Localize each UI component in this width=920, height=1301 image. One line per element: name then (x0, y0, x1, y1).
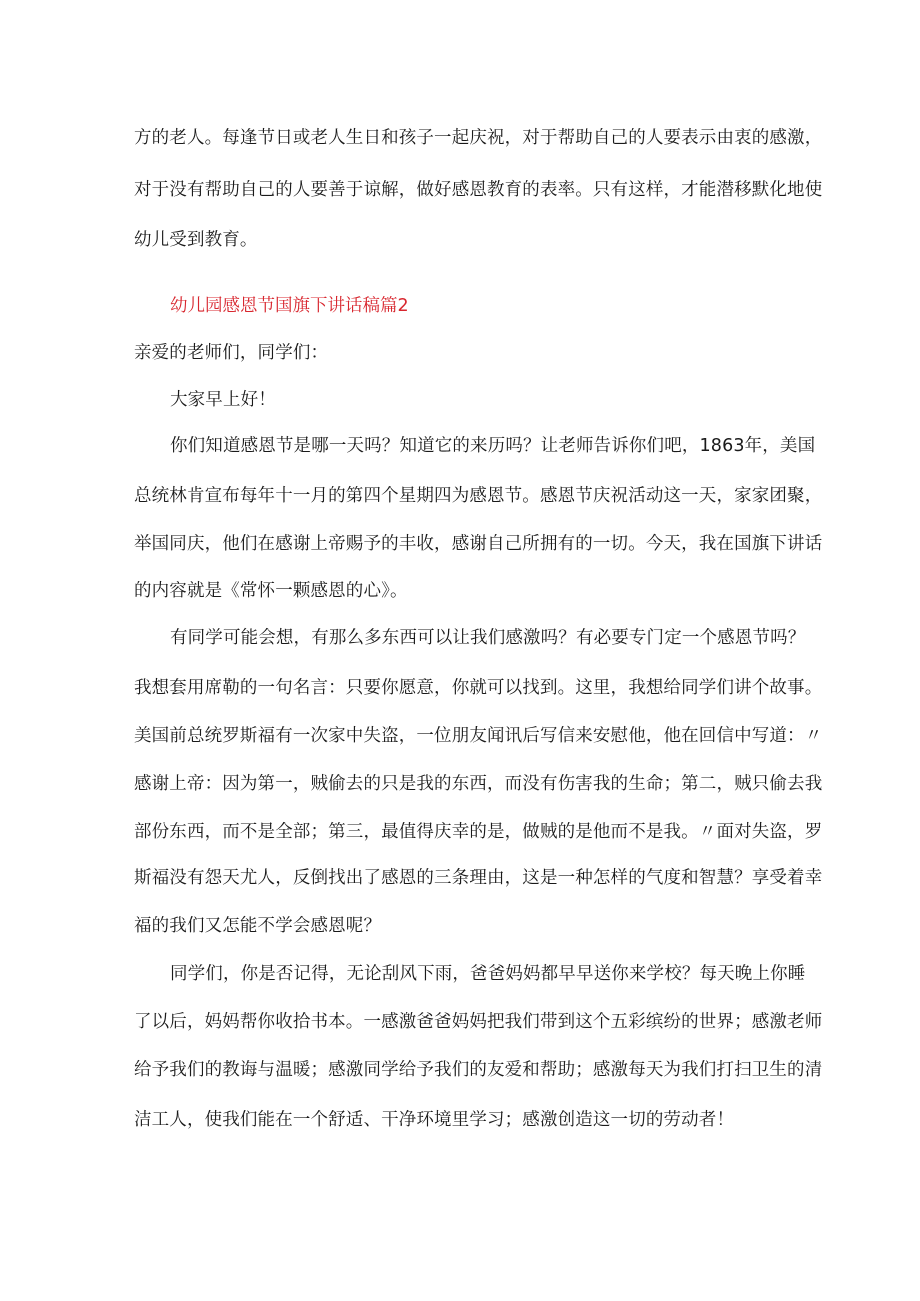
paragraph-2-line-3: 举国同庆，他们在感谢上帝赐予的丰收，感谢自己所拥有的一切。今天，我在国旗下讲话 (134, 534, 823, 554)
paragraph-3-line-5: 部份东西，而不是全部；第三，最值得庆幸的是，做贼的是他而不是我。〃面对失盗，罗 (134, 822, 823, 842)
paragraph-4-line-2: 了以后，妈妈帮你收拾书本。一感激爸爸妈妈把我们带到这个五彩缤纷的世界；感激老师 (134, 1012, 823, 1032)
paragraph-3-line-6: 斯福没有怨天尤人，反倒找出了感恩的三条理由，这是一种怎样的气度和智慧？享受着幸 (134, 868, 823, 888)
paragraph-2-line-1: 你们知道感恩节是哪一天吗？知道它的来历吗？让老师告诉你们吧，1863年，美国 (170, 436, 816, 456)
section-heading: 幼儿园感恩节国旗下讲话稿篇2 (170, 296, 409, 316)
paragraph-3-line-1: 有同学可能会想，有那么多东西可以让我们感激吗？有必要专门定一个感恩节吗？ (170, 628, 806, 648)
paragraph-4-line-4: 洁工人，使我们能在一个舒适、干净环境里学习；感激创造这一切的劳动者！ (134, 1110, 735, 1130)
paragraph-4-line-3: 给予我们的教诲与温暖；感激同学给予我们的友爱和帮助；感激每天为我们打扫卫生的清 (134, 1060, 823, 1080)
salutation: 亲爱的老师们，同学们： (134, 343, 329, 363)
paragraph-1-line-2: 对于没有帮助自己的人要善于谅解，做好感恩教育的表率。只有这样，才能潜移默化地使 (134, 180, 823, 200)
paragraph-3-line-4: 感谢上帝：因为第一，贼偷去的只是我的东西，而没有伤害我的生命；第二，贼只偷去我 (134, 774, 823, 794)
paragraph-2-line-2: 总统林肯宣布每年十一月的第四个星期四为感恩节。感恩节庆祝活动这一天，家家团聚， (134, 486, 823, 506)
paragraph-3-line-2: 我想套用席勒的一句名言：只要你愿意，你就可以找到。这里，我想给同学们讲个故事。 (134, 678, 823, 698)
paragraph-3-line-3: 美国前总统罗斯福有一次家中失盗，一位朋友闻讯后写信来安慰他，他在回信中写道：〃 (134, 726, 823, 746)
paragraph-3-line-7: 福的我们又怎能不学会感恩呢？ (134, 916, 382, 936)
paragraph-4-line-1: 同学们，你是否记得，无论刮风下雨，爸爸妈妈都早早送你来学校？每天晚上你睡 (170, 964, 806, 984)
paragraph-1-line-1: 方的老人。每逢节日或老人生日和孩子一起庆祝，对于帮助自己的人要表示由衷的感激， (134, 128, 823, 148)
greeting: 大家早上好！ (170, 390, 276, 410)
paragraph-2-line-4: 的内容就是《常怀一颗感恩的心》。 (134, 581, 408, 601)
paragraph-1-line-3: 幼儿受到教育。 (134, 230, 258, 250)
